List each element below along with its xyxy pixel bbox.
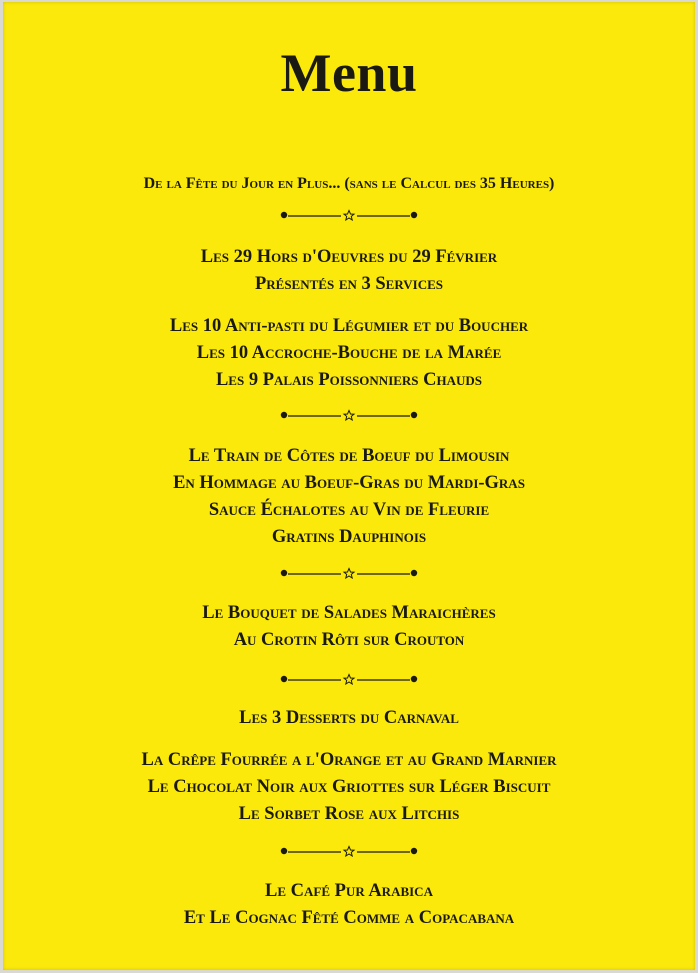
- section-desserts: [3, 747, 695, 828]
- divider-1: [3, 209, 695, 221]
- section-boeuf: [3, 443, 695, 551]
- section-hors-doeuvres: [3, 244, 695, 298]
- divider-5: [3, 845, 695, 857]
- intro-line: De la Fête du Jour en Plus... (sans le Calcul des 35 Heures): [143, 175, 555, 192]
- menu-line: Au Crotin Rôti sur Crouton: [233, 630, 465, 650]
- menu-title: Menu: [280, 43, 418, 103]
- menu-line: Et Le Cognac Fêté Comme a Copacabana: [183, 908, 515, 928]
- menu-line: Présentés en 3 Services: [254, 274, 444, 294]
- star-divider-icon: [279, 567, 419, 579]
- intro-block: [3, 170, 695, 197]
- menu-line: Les 9 Palais Poissonniers Chauds: [215, 370, 483, 390]
- menu-line: Les 29 Hors d'Oeuvres du 29 Février: [200, 247, 498, 267]
- section-desserts-title: [3, 705, 695, 732]
- menu-line: Les 3 Desserts du Carnaval: [239, 708, 459, 728]
- section-anti-pasti: [3, 313, 695, 394]
- star-divider-icon: [279, 409, 419, 421]
- section-cafe: [3, 878, 695, 932]
- menu-line: Gratins Dauphinois: [271, 527, 427, 547]
- menu-page: [3, 2, 695, 970]
- menu-line: Le Train de Côtes de Boeuf du Limousin: [188, 446, 510, 466]
- menu-line: La Crêpe Fourrée a l'Orange et au Grand Marnier: [141, 750, 557, 770]
- menu-line: Les 10 Anti-pasti du Légumier et du Boucher: [169, 316, 529, 336]
- divider-3: [3, 567, 695, 579]
- divider-2: [3, 409, 695, 421]
- menu-line: Le Sorbet Rose aux Litchis: [238, 804, 460, 824]
- star-divider-icon: [279, 845, 419, 857]
- menu-line: Les 10 Accroche-Bouche de la Marée: [196, 343, 502, 363]
- menu-line: Le Bouquet de Salades Maraichères: [202, 603, 496, 623]
- menu-line: En Hommage au Boeuf-Gras du Mardi-Gras: [173, 473, 525, 493]
- menu-line: Le Chocolat Noir aux Griottes sur Léger Biscuit: [147, 777, 551, 797]
- section-salades: [3, 600, 695, 654]
- menu-line: Sauce Échalotes au Vin de Fleurie: [208, 500, 490, 520]
- menu-line: Le Café Pur Arabica: [265, 881, 433, 901]
- star-divider-icon: [279, 673, 419, 685]
- divider-4: [3, 673, 695, 685]
- star-divider-icon: [279, 209, 419, 221]
